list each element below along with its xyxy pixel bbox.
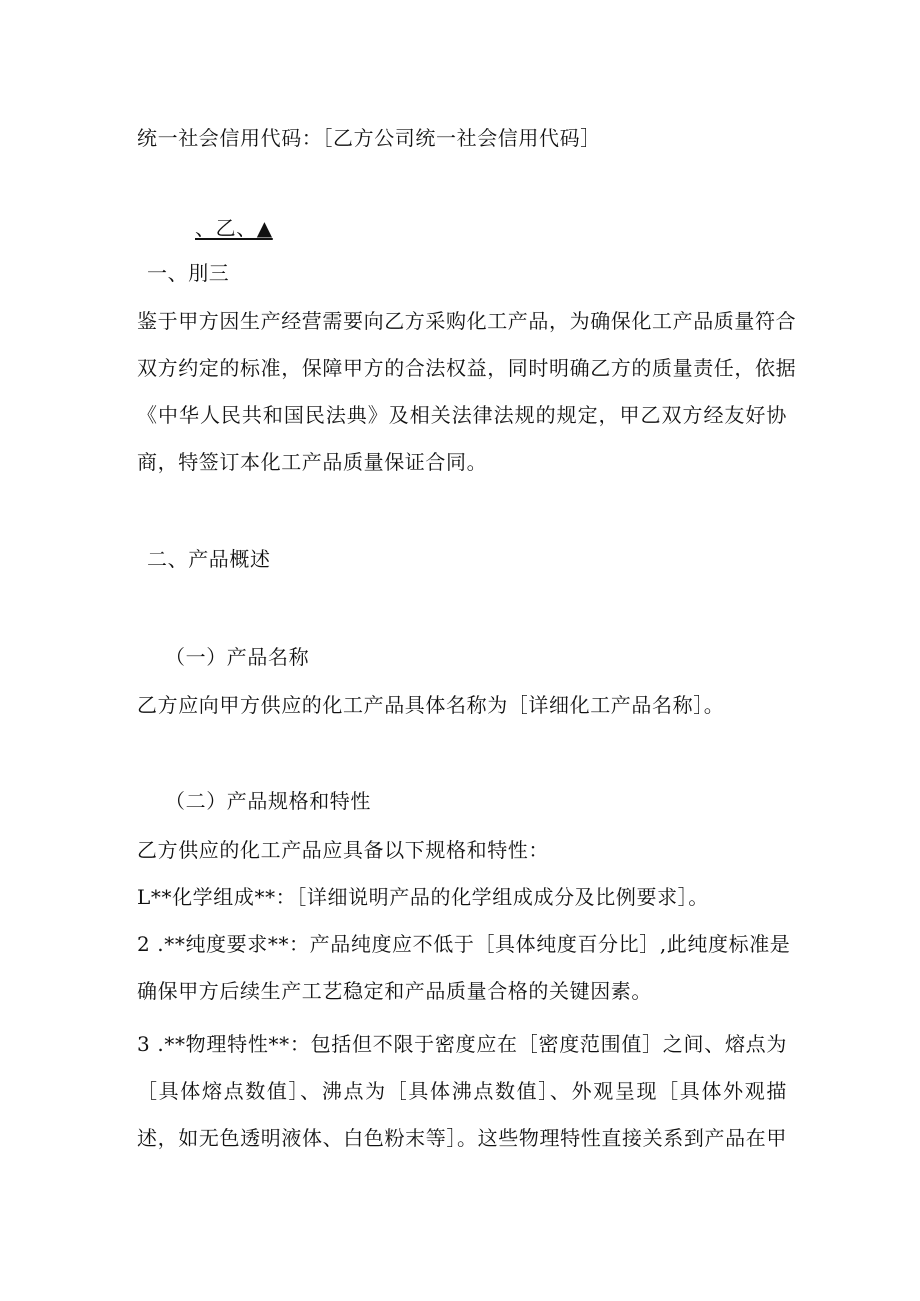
spec-item-physical-line-3: 述，如无色透明液体、白色粉末等］。这些物理特性直接关系到产品在甲 [137,1126,787,1150]
garbled-heading: 、乙、▲ [195,216,273,240]
preamble-line-4: 商，特签订本化工产品质量保证合同。 [137,450,488,474]
preamble-line-1: 鉴于甲方因生产经营需要向乙方采购化工产品，为确保化工产品质量符合 [137,309,797,333]
credit-code-line: 统一社会信用代码：［乙方公司统一社会信用代码］ [137,126,601,150]
preamble-line-3: 《中华人民共和国民法典》及相关法律法规的规定，甲乙双方经友好协 [137,403,787,427]
preamble-line-2: 双方约定的标准，保障甲方的合法权益，同时明确乙方的质量责任，依据 [137,356,797,380]
subsection-2-title: （二）产品规格和特性 [165,789,371,813]
spec-item-purity-line-1: 2 .**纯度要求**：产品纯度应不低于［具体纯度百分比］,此纯度标准是 [137,932,791,956]
section-1-title: 一、刖三 [147,261,230,285]
section-2-title: 二、产品概述 [147,547,271,571]
spec-item-chemical-composition: L**化学组成**：［详细说明产品的化学组成成分及比例要求］。 [137,885,709,909]
spec-item-physical-line-1: 3 .**物理特性**：包括但不限于密度应在［密度范围值］之间、熔点为 [137,1032,787,1056]
subsection-1-title: （一）产品名称 [165,645,310,669]
spec-item-purity-line-2: 确保甲方后续生产工艺稳定和产品质量合格的关键因素。 [137,979,652,1003]
subsection-2-intro: 乙方供应的化工产品应具备以下规格和特性： [137,838,549,862]
spec-item-physical-line-2: ［具体熔点数值］、沸点为［具体沸点数值］、外观呈现［具体外观描 [137,1079,787,1103]
subsection-1-text: 乙方应向甲方供应的化工产品具体名称为［详细化工产品名称］。 [137,693,725,717]
